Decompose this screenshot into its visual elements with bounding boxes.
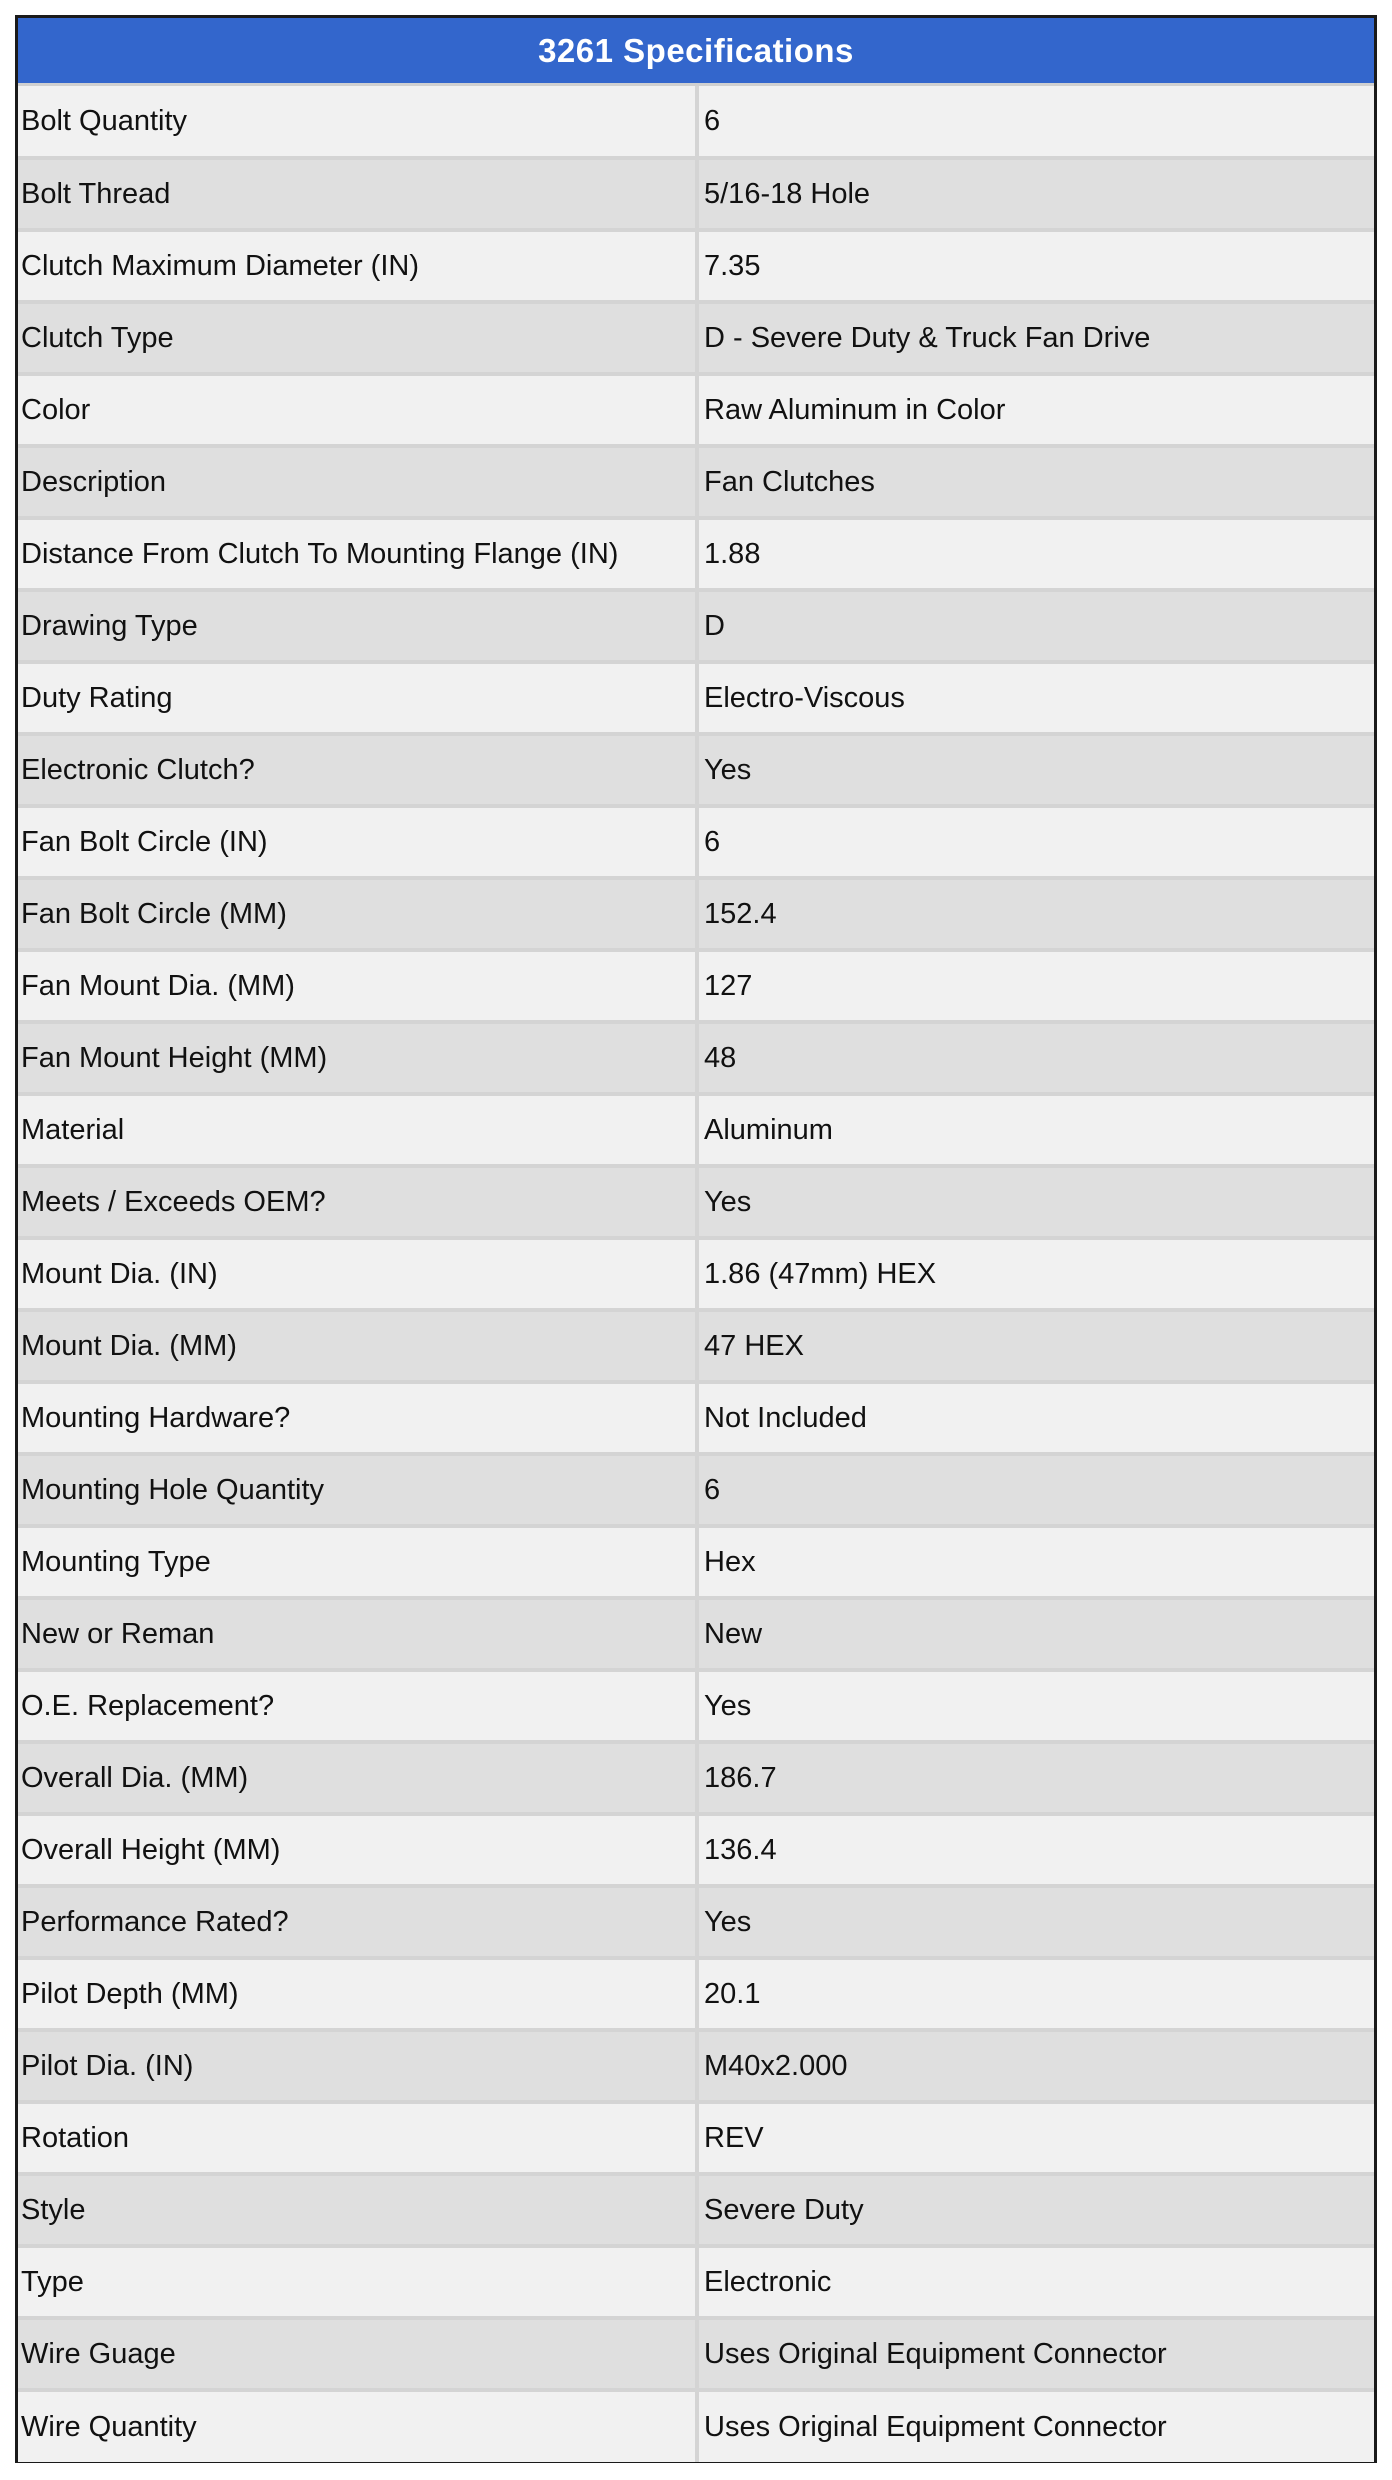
table-row bbox=[18, 662, 1374, 734]
spec-value: D - Severe Duty & Truck Fan Drive bbox=[697, 302, 1374, 374]
spec-value: 1.86 (47mm) HEX bbox=[697, 1238, 1374, 1310]
spec-label: Wire Quantity bbox=[18, 2390, 697, 2462]
table-row bbox=[18, 446, 1374, 518]
spec-label: Meets / Exceeds OEM? bbox=[18, 1166, 697, 1238]
spec-value: Electronic bbox=[697, 2246, 1374, 2318]
spec-value: New bbox=[697, 1598, 1374, 1670]
spec-label: Description bbox=[18, 446, 697, 518]
table-row bbox=[18, 590, 1374, 662]
table-row bbox=[18, 374, 1374, 446]
table-row bbox=[18, 950, 1374, 1022]
spec-value: M40x2.000 bbox=[697, 2030, 1374, 2102]
specifications-table bbox=[15, 15, 1377, 2463]
table-row bbox=[18, 1382, 1374, 1454]
spec-value: 152.4 bbox=[697, 878, 1374, 950]
spec-value: Aluminum bbox=[697, 1094, 1374, 1166]
spec-label: Pilot Depth (MM) bbox=[18, 1958, 697, 2030]
spec-value: Uses Original Equipment Connector bbox=[697, 2318, 1374, 2390]
spec-value: 136.4 bbox=[697, 1814, 1374, 1886]
table-row bbox=[18, 2030, 1374, 2102]
spec-label: Material bbox=[18, 1094, 697, 1166]
spec-value: 5/16-18 Hole bbox=[697, 158, 1374, 230]
table-row bbox=[18, 1670, 1374, 1742]
spec-label: Performance Rated? bbox=[18, 1886, 697, 1958]
table-row bbox=[18, 1454, 1374, 1526]
spec-value: 20.1 bbox=[697, 1958, 1374, 2030]
spec-rows bbox=[18, 86, 1374, 2462]
spec-label: Rotation bbox=[18, 2102, 697, 2174]
spec-label: Mounting Type bbox=[18, 1526, 697, 1598]
spec-value: 47 HEX bbox=[697, 1310, 1374, 1382]
table-row bbox=[18, 806, 1374, 878]
table-row bbox=[18, 1094, 1374, 1166]
spec-value: Yes bbox=[697, 734, 1374, 806]
spec-label: Fan Bolt Circle (MM) bbox=[18, 878, 697, 950]
spec-label: Clutch Maximum Diameter (IN) bbox=[18, 230, 697, 302]
table-row bbox=[18, 1598, 1374, 1670]
spec-value: REV bbox=[697, 2102, 1374, 2174]
spec-label: Mounting Hole Quantity bbox=[18, 1454, 697, 1526]
spec-value: Yes bbox=[697, 1166, 1374, 1238]
table-row bbox=[18, 1526, 1374, 1598]
spec-value: 6 bbox=[697, 806, 1374, 878]
spec-value: 1.88 bbox=[697, 518, 1374, 590]
spec-value: 48 bbox=[697, 1022, 1374, 1094]
spec-label: O.E. Replacement? bbox=[18, 1670, 697, 1742]
table-row bbox=[18, 158, 1374, 230]
spec-label: Clutch Type bbox=[18, 302, 697, 374]
spec-value: 6 bbox=[697, 1454, 1374, 1526]
table-row bbox=[18, 2390, 1374, 2462]
spec-label: Wire Guage bbox=[18, 2318, 697, 2390]
table-row bbox=[18, 1742, 1374, 1814]
table-row bbox=[18, 1166, 1374, 1238]
spec-value: 7.35 bbox=[697, 230, 1374, 302]
table-row bbox=[18, 1238, 1374, 1310]
table-row bbox=[18, 2246, 1374, 2318]
spec-value: Fan Clutches bbox=[697, 446, 1374, 518]
spec-label: Color bbox=[18, 374, 697, 446]
table-row bbox=[18, 1814, 1374, 1886]
table-row bbox=[18, 2102, 1374, 2174]
spec-label: Electronic Clutch? bbox=[18, 734, 697, 806]
spec-label: Fan Mount Height (MM) bbox=[18, 1022, 697, 1094]
spec-value: Electro-Viscous bbox=[697, 662, 1374, 734]
spec-label: Distance From Clutch To Mounting Flange (IN) bbox=[18, 518, 697, 590]
spec-value: Not Included bbox=[697, 1382, 1374, 1454]
table-row bbox=[18, 230, 1374, 302]
table-row bbox=[18, 734, 1374, 806]
spec-label: Drawing Type bbox=[18, 590, 697, 662]
spec-value: 127 bbox=[697, 950, 1374, 1022]
table-row bbox=[18, 1958, 1374, 2030]
spec-value: Yes bbox=[697, 1886, 1374, 1958]
spec-value: Yes bbox=[697, 1670, 1374, 1742]
spec-label: Fan Bolt Circle (IN) bbox=[18, 806, 697, 878]
table-row bbox=[18, 1022, 1374, 1094]
spec-grid bbox=[18, 86, 1374, 2462]
table-row bbox=[18, 2174, 1374, 2246]
spec-label: New or Reman bbox=[18, 1598, 697, 1670]
table-row bbox=[18, 878, 1374, 950]
spec-value: 186.7 bbox=[697, 1742, 1374, 1814]
spec-label: Duty Rating bbox=[18, 662, 697, 734]
spec-label: Fan Mount Dia. (MM) bbox=[18, 950, 697, 1022]
spec-value: Severe Duty bbox=[697, 2174, 1374, 2246]
spec-label: Bolt Thread bbox=[18, 158, 697, 230]
table-row bbox=[18, 1310, 1374, 1382]
table-row bbox=[18, 1886, 1374, 1958]
table-title: 3261 Specifications bbox=[18, 18, 1374, 86]
table-row bbox=[18, 518, 1374, 590]
spec-value: Uses Original Equipment Connector bbox=[697, 2390, 1374, 2462]
spec-label: Style bbox=[18, 2174, 697, 2246]
table-row bbox=[18, 86, 1374, 158]
spec-label: Type bbox=[18, 2246, 697, 2318]
spec-label: Overall Height (MM) bbox=[18, 1814, 697, 1886]
spec-label: Mount Dia. (MM) bbox=[18, 1310, 697, 1382]
spec-label: Pilot Dia. (IN) bbox=[18, 2030, 697, 2102]
spec-value: Raw Aluminum in Color bbox=[697, 374, 1374, 446]
spec-label: Bolt Quantity bbox=[18, 86, 697, 158]
table-row bbox=[18, 2318, 1374, 2390]
spec-label: Mount Dia. (IN) bbox=[18, 1238, 697, 1310]
spec-value: D bbox=[697, 590, 1374, 662]
spec-label: Mounting Hardware? bbox=[18, 1382, 697, 1454]
table-row bbox=[18, 302, 1374, 374]
spec-value: 6 bbox=[697, 86, 1374, 158]
spec-label: Overall Dia. (MM) bbox=[18, 1742, 697, 1814]
spec-value: Hex bbox=[697, 1526, 1374, 1598]
